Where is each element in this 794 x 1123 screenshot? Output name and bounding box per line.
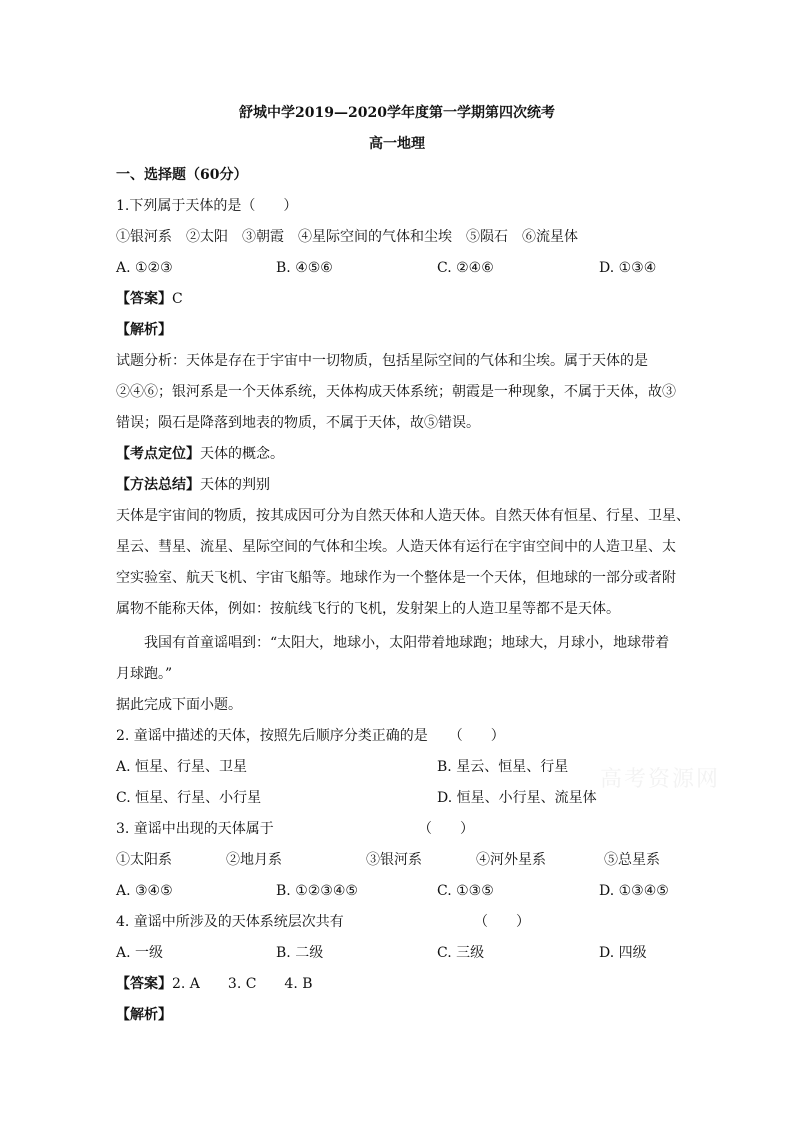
q2-option-c: C. 恒星、行星、小行星	[116, 790, 262, 806]
group-answer	[116, 975, 313, 993]
q2-stem: 2. 童谣中描述的天体，按照先后顺序分类正确的是 （ ）	[116, 728, 505, 744]
exam-title: 舒城中学2019—2020学年度第一学期第四次统考	[239, 105, 555, 121]
q1-kaodian	[116, 445, 284, 463]
q1-option-d: D. ①③④	[599, 260, 657, 276]
passage-instruction: 据此完成下面小题。	[116, 697, 242, 713]
q3-item: ③银河系	[366, 852, 422, 868]
q3-item: ①太阳系	[116, 852, 172, 868]
passage-line: 我国有首童谣唱到：“太阳大，地球小，太阳带着地球跑；地球大，月球小，地球带着	[144, 635, 670, 651]
q3-item: ④河外星系	[476, 852, 546, 868]
answer-label: 【答案】	[116, 291, 172, 307]
watermark: 高考资源网	[600, 767, 721, 792]
q3-item: ⑤总星系	[604, 852, 660, 868]
q1-answer	[116, 290, 183, 308]
answer-label: 【答案】	[116, 976, 172, 992]
subject-title: 高一地理	[369, 136, 425, 152]
kaodian-label: 【考点定位】	[116, 446, 200, 462]
passage-line: 月球跑。”	[116, 666, 173, 682]
q4-paren: （ ）	[474, 914, 530, 930]
q1-analysis-label: 【解析】	[116, 322, 172, 338]
answer-value: C	[172, 291, 183, 307]
section-heading: 一、选择题（60分）	[116, 167, 248, 183]
method-label: 【方法总结】	[116, 477, 200, 493]
q1-method-line: 星云、彗星、流星、星际空间的气体和尘埃。人造天体有运行在宇宙空间中的人造卫星、太	[116, 539, 676, 555]
q1-option-a: A. ①②③	[116, 260, 173, 276]
q4-option-b: B. 二级	[276, 945, 324, 961]
q2-option-a: A. 恒星、行星、卫星	[116, 759, 248, 775]
q2-option-d: D. 恒星、小行星、流星体	[437, 790, 597, 806]
q3-paren: （ ）	[418, 821, 474, 837]
q3-option-b: B. ①②③④⑤	[276, 883, 358, 899]
q1-method-line: 属物不能称天体，例如：按航线飞行的飞机，发射架上的人造卫星等都不是天体。	[116, 601, 620, 617]
q1-analysis-line: 错误；陨石是降落到地表的物质，不属于天体，故⑤错误。	[116, 415, 480, 431]
q4-option-c: C. 三级	[437, 945, 485, 961]
q1-option-b: B. ④⑤⑥	[276, 260, 333, 276]
q3-item: ②地月系	[226, 852, 282, 868]
q2-option-b: B. 星云、恒星、行星	[437, 759, 569, 775]
q3-option-a: A. ③④⑤	[116, 883, 173, 899]
q1-option-c: C. ②④⑥	[437, 260, 494, 276]
q1-method-line: 天体是宇宙间的物质，按其成因可分为自然天体和人造天体。自然天体有恒星、行星、卫星、	[116, 508, 690, 524]
group-analysis-label: 【解析】	[116, 1007, 172, 1023]
method-title: 天体的判别	[200, 477, 270, 493]
q1-analysis-line: 试题分析：天体是存在于宇宙中一切物质，包括星际空间的气体和尘埃。属于天体的是	[116, 353, 648, 369]
q3-option-d: D. ①③④⑤	[599, 883, 669, 899]
q1-method	[116, 476, 270, 494]
q4-stem: 4. 童谣中所涉及的天体系统层次共有	[116, 914, 344, 930]
answer-value: 2. A 3. C 4. B	[172, 976, 313, 992]
q3-stem: 3. 童谣中出现的天体属于	[116, 821, 274, 837]
q1-method-line: 空实验室、航天飞机、宇宙飞船等。地球作为一个整体是一个天体，但地球的一部分或者附	[116, 570, 676, 586]
q3-option-c: C. ①③⑤	[437, 883, 494, 899]
q4-option-d: D. 四级	[599, 945, 647, 961]
q1-items: ①银河系 ②太阳 ③朝霞 ④星际空间的气体和尘埃 ⑤陨石 ⑥流星体	[116, 229, 578, 245]
q4-option-a: A. 一级	[116, 945, 164, 961]
kaodian-text: 天体的概念。	[200, 446, 284, 462]
q1-analysis-line: ②④⑥；银河系是一个天体系统，天体构成天体系统；朝霞是一种现象，不属于天体，故③	[116, 384, 676, 400]
q1-stem: 1.下列属于天体的是（ ）	[116, 198, 298, 214]
